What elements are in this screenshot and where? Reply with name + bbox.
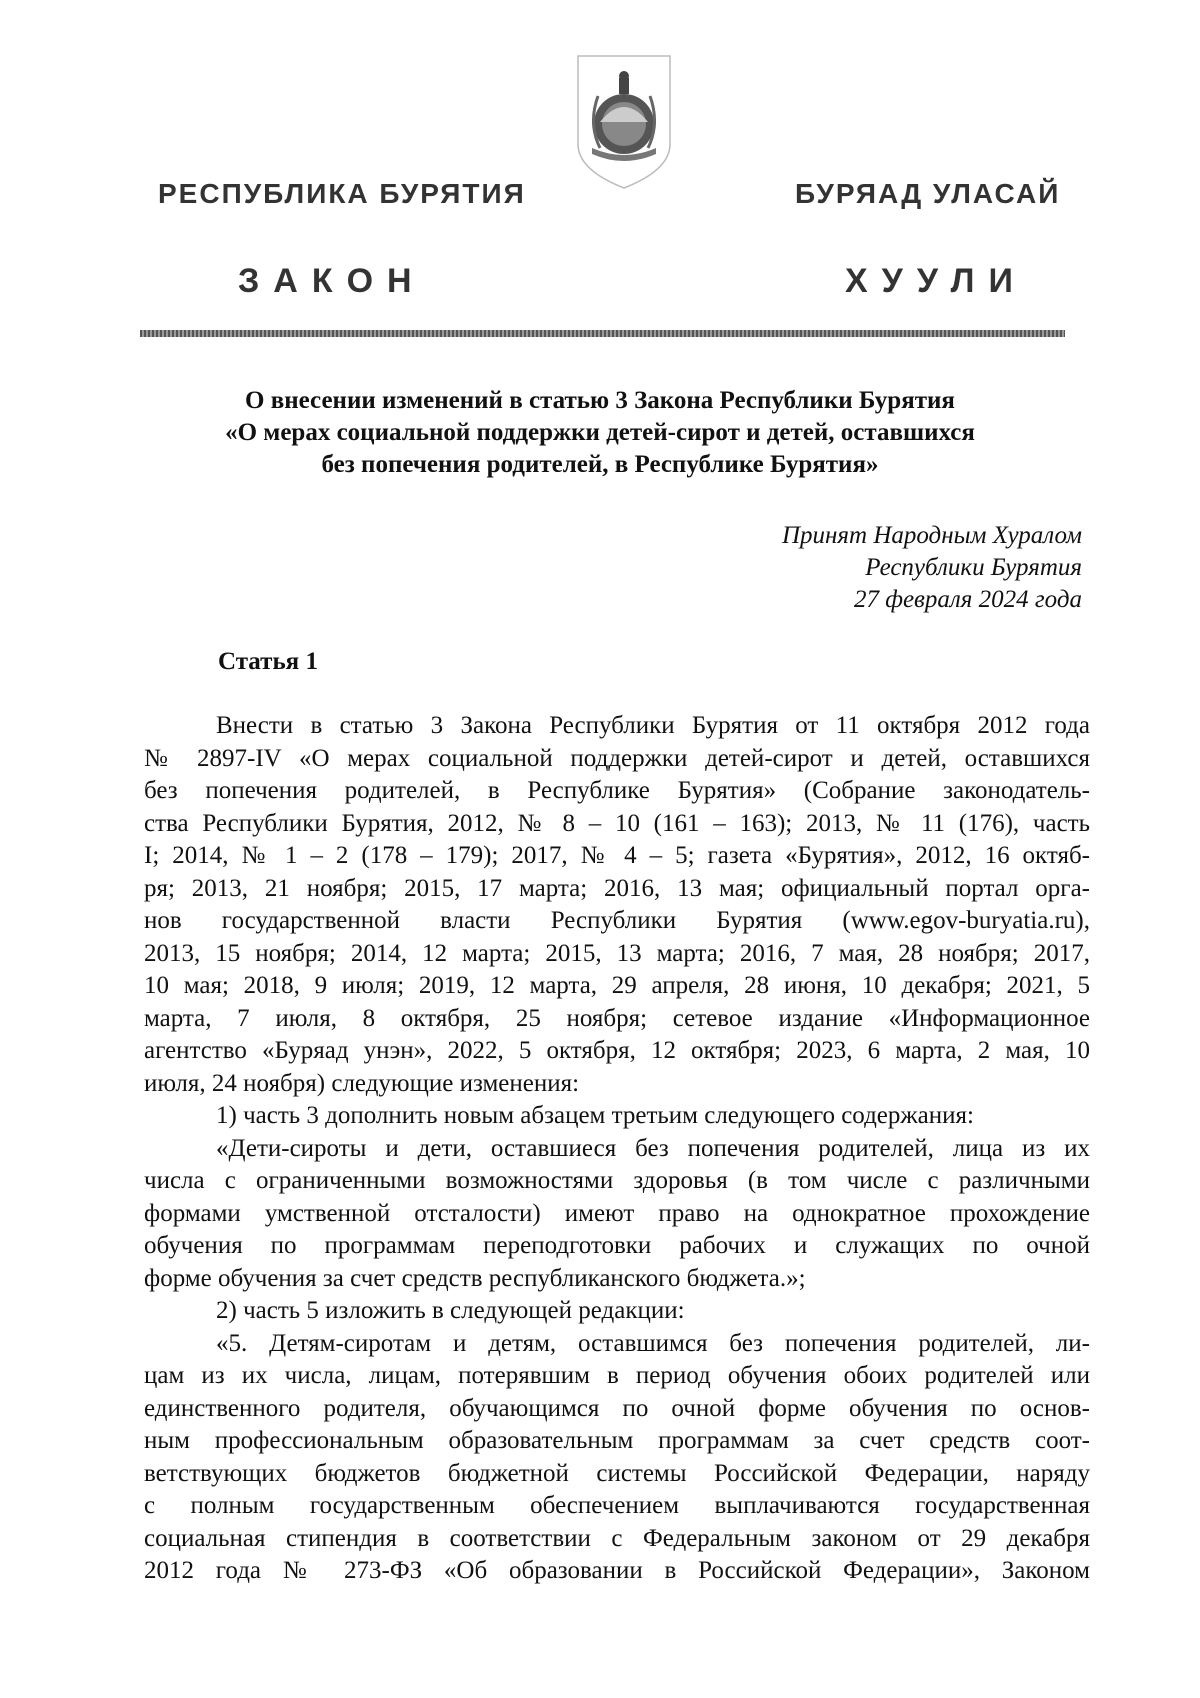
body-line: 2013, 15 ноября; 2014, 12 марта; 2015, 13 марта; 2016, 7 мая, 28 ноября; 2017, <box>144 939 1090 967</box>
body-line: социальная стипендия в соответствии с Федеральным законом от 29 декабря <box>144 1524 1090 1552</box>
law-title-line: без попечения родителей, в Республике Бурятия» <box>321 451 879 478</box>
body-line: Внести в статью 3 Закона Республики Бурятия от 11 октября 2012 года <box>216 712 1090 739</box>
body-line: «5. Детям-сиротам и детям, оставшимся без попечения родителей, ли- <box>216 1329 1090 1357</box>
body-line: «Дети-сироты и дети, оставшиеся без попечения родителей, лица из их <box>216 1134 1090 1162</box>
body-line: формами умственной отсталости) имеют право на однократное прохождение <box>144 1199 1090 1227</box>
header-divider <box>140 330 1065 337</box>
body-line: марта, 7 июля, 8 октября, 25 ноября; сетевое издание «Информационное <box>144 1004 1090 1032</box>
body-line: I; 2014, № 1 – 2 (178 – 179); 2017, № 4 – 5; газета «Бурятия», 2012, 16 октяб- <box>144 842 1090 869</box>
law-title-line: О внесении изменений в статью 3 Закона Республики Бурятия <box>245 387 955 414</box>
adoption-note-line: Республики Бурятия <box>865 554 1082 581</box>
body-line: числа с ограниченными возможностями здоровья (в том числе с различными <box>144 1167 1090 1194</box>
body-line: ным профессиональным образовательным программам за счет средств соот- <box>144 1427 1090 1454</box>
adoption-note-line: 27 февраля 2024 года <box>853 586 1082 613</box>
coat-of-arms-icon <box>570 52 678 192</box>
body-line: 2012 года № 273-ФЗ «Об образовании в Российской Федерации», Законом <box>144 1557 1090 1584</box>
republic-name-buryat: БУРЯАД УЛАСАЙ <box>795 178 1061 209</box>
body-line: нов государственной власти Республики Бурятия (www.egov-buryatia.ru), <box>144 907 1090 934</box>
law-title-line: «О мерах социальной поддержки детей-сирот и детей, оставшихся <box>225 419 975 446</box>
body-line: № 2897-IV «О мерах социальной поддержки детей-сирот и детей, оставшихся <box>144 744 1090 772</box>
body-line: форме обучения за счет средств республиканского бюджета.»; <box>144 1264 806 1292</box>
body-line: 1) часть 3 дополнить новым абзацем третьим следующего содержания: <box>216 1102 974 1129</box>
law-label-buryat: ХУУЛИ <box>845 262 1027 300</box>
body-line: обучения по программам переподготовки рабочих и служащих по очной <box>144 1232 1090 1259</box>
law-title <box>130 385 1070 481</box>
republic-name-russian: РЕСПУБЛИКА БУРЯТИЯ <box>158 178 526 209</box>
body-line: 2) часть 5 изложить в следующей редакции: <box>216 1297 685 1324</box>
article-heading: Статья 1 <box>218 648 318 675</box>
body-line: июля, 24 ноября) следующие изменения: <box>144 1069 580 1097</box>
body-line: 10 мая; 2018, 9 июля; 2019, 12 марта, 29 апреля, 28 июня, 10 декабря; 2021, 5 <box>144 972 1090 999</box>
adoption-note <box>782 520 1082 616</box>
body-line: ря; 2013, 21 ноября; 2015, 17 марта; 2016, 13 мая; официальный портал орга- <box>144 874 1090 902</box>
article-body <box>144 710 1090 1588</box>
body-line: ветствующих бюджетов бюджетной системы Российской Федерации, наряду <box>144 1459 1090 1487</box>
body-line: без попечения родителей, в Республике Бурятия» (Собрание законодатель- <box>144 777 1090 804</box>
body-line: агентство «Буряад унэн», 2022, 5 октября, 12 октября; 2023, 6 марта, 2 мая, 10 <box>144 1037 1090 1064</box>
adoption-note-line: Принят Народным Хуралом <box>781 522 1082 549</box>
body-line: цам из их числа, лицам, потерявшим в период обучения обоих родителей или <box>144 1362 1090 1389</box>
law-label-russian: ЗАКОН <box>238 262 426 300</box>
body-line: ства Республики Бурятия, 2012, № 8 – 10 (161 – 163); 2013, № 11 (176), часть <box>144 809 1090 837</box>
body-line: с полным государственным обеспечением выплачиваются государственная <box>144 1492 1090 1519</box>
body-line: единственного родителя, обучающимся по очной форме обучения по основ- <box>144 1394 1090 1422</box>
